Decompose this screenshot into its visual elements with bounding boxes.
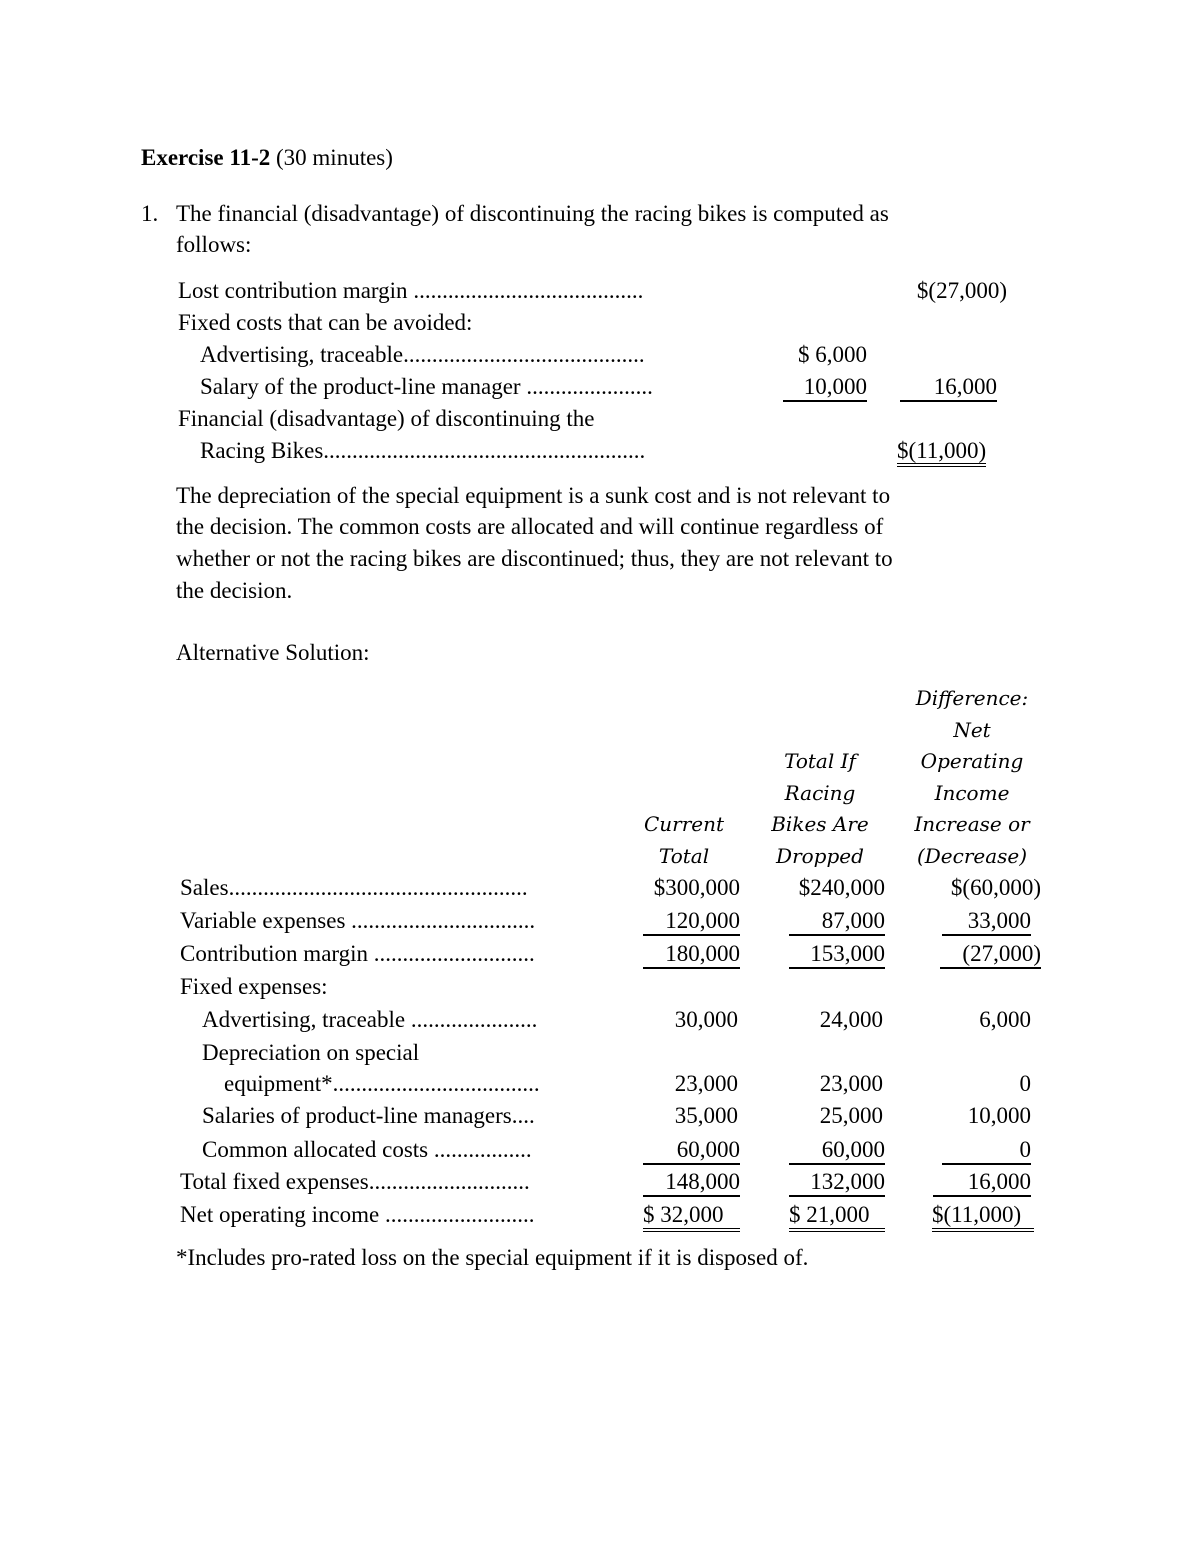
common-dropped: 60,000 bbox=[789, 1137, 885, 1165]
row-salary-label: Salary of the product-line manager ...................... bbox=[200, 374, 653, 399]
explanation-line: the decision. bbox=[176, 578, 293, 603]
intro-line-2: follows: bbox=[176, 232, 252, 257]
financial-disadvantage-value: $(11,000) bbox=[897, 438, 986, 467]
noi-dropped: $ 21,000 bbox=[789, 1202, 885, 1232]
advertising-value: $ 6,000 bbox=[798, 342, 867, 367]
depreciation-dropped: 23,000 bbox=[819, 1071, 883, 1096]
sales-dropped: $240,000 bbox=[798, 875, 885, 900]
cm-current: 180,000 bbox=[643, 941, 740, 969]
sales-difference: $(60,000) bbox=[950, 875, 1041, 900]
common-difference: 0 bbox=[942, 1137, 1031, 1165]
row-fixed-avoided-label: Fixed costs that can be avoided: bbox=[178, 310, 473, 335]
noi-current: $ 32,000 bbox=[643, 1202, 740, 1232]
variable-dropped: 87,000 bbox=[789, 908, 885, 936]
avoidable-total-value: 16,000 bbox=[900, 374, 997, 402]
exercise-heading bbox=[141, 142, 393, 174]
total-fixed-dropped: 132,000 bbox=[789, 1169, 885, 1197]
row-fixed-expenses-label: Fixed expenses: bbox=[180, 974, 328, 999]
exercise-duration: (30 minutes) bbox=[276, 145, 393, 170]
alternative-solution-heading: Alternative Solution: bbox=[176, 640, 370, 665]
exercise-title: Exercise 11-2 bbox=[141, 145, 271, 170]
lost-cm-value: $(27,000) bbox=[916, 278, 1007, 303]
row-noi-label: Net operating income .......................... bbox=[180, 1202, 535, 1227]
depreciation-current: 23,000 bbox=[674, 1071, 738, 1096]
total-fixed-difference: 16,000 bbox=[933, 1169, 1031, 1197]
intro-line-1: The financial (disadvantage) of discontinuing the racing bikes is computed as bbox=[176, 201, 889, 226]
advertising-dropped: 24,000 bbox=[819, 1007, 883, 1032]
salaries-dropped: 25,000 bbox=[819, 1103, 883, 1128]
row-advertising-label: Advertising, traceable.......................................... bbox=[200, 342, 645, 367]
total-fixed-current: 148,000 bbox=[643, 1169, 740, 1197]
explanation-line: whether or not the racing bikes are discontinued; thus, they are not relevant to bbox=[176, 546, 893, 571]
col-header-current-total: Current Total bbox=[643, 812, 725, 868]
depreciation-difference: 0 bbox=[1019, 1071, 1031, 1096]
row-common-label: Common allocated costs ................. bbox=[202, 1137, 532, 1162]
row-advertising-label: Advertising, traceable ...................... bbox=[202, 1007, 538, 1032]
col-header-difference: Difference: Net Operating Income Increase or (Decrease) bbox=[914, 686, 1030, 868]
row-sales-label: Sales.................................................... bbox=[180, 875, 528, 900]
cm-difference: (27,000) bbox=[940, 941, 1041, 969]
row-lost-cm-label: Lost contribution margin ........................................ bbox=[178, 278, 644, 303]
col-header-total-if-dropped: Total If Racing Bikes Are Dropped bbox=[771, 749, 869, 868]
row-financial-label: Financial (disadvantage) of discontinuing the bbox=[178, 406, 595, 431]
row-equipment-label: equipment*.................................... bbox=[224, 1071, 540, 1096]
row-salaries-label: Salaries of product-line managers.... bbox=[202, 1103, 535, 1128]
row-racing-bikes-label: Racing Bikes........................................................ bbox=[200, 438, 646, 463]
advertising-current: 30,000 bbox=[674, 1007, 738, 1032]
row-total-fixed-label: Total fixed expenses............................ bbox=[180, 1169, 530, 1194]
variable-difference: 33,000 bbox=[942, 908, 1031, 936]
footnote: *Includes pro-rated loss on the special equipment if it is disposed of. bbox=[176, 1245, 809, 1270]
row-depreciation-label: Depreciation on special bbox=[202, 1040, 420, 1065]
salaries-difference: 10,000 bbox=[967, 1103, 1031, 1128]
item-number: 1. bbox=[141, 201, 159, 226]
variable-current: 120,000 bbox=[643, 908, 740, 936]
row-cm-label: Contribution margin ............................ bbox=[180, 941, 535, 966]
explanation-line: the decision. The common costs are allocated and will continue regardless of bbox=[176, 514, 884, 539]
noi-difference: $(11,000) bbox=[932, 1202, 1034, 1232]
explanation-line: The depreciation of the special equipment is a sunk cost and is not relevant to bbox=[176, 483, 891, 508]
common-current: 60,000 bbox=[643, 1137, 740, 1165]
salary-value: 10,000 bbox=[783, 374, 867, 402]
row-variable-label: Variable expenses ................................ bbox=[180, 908, 536, 933]
cm-dropped: 153,000 bbox=[789, 941, 885, 969]
salaries-current: 35,000 bbox=[674, 1103, 738, 1128]
advertising-difference: 6,000 bbox=[979, 1007, 1031, 1032]
sales-current: $300,000 bbox=[653, 875, 740, 900]
